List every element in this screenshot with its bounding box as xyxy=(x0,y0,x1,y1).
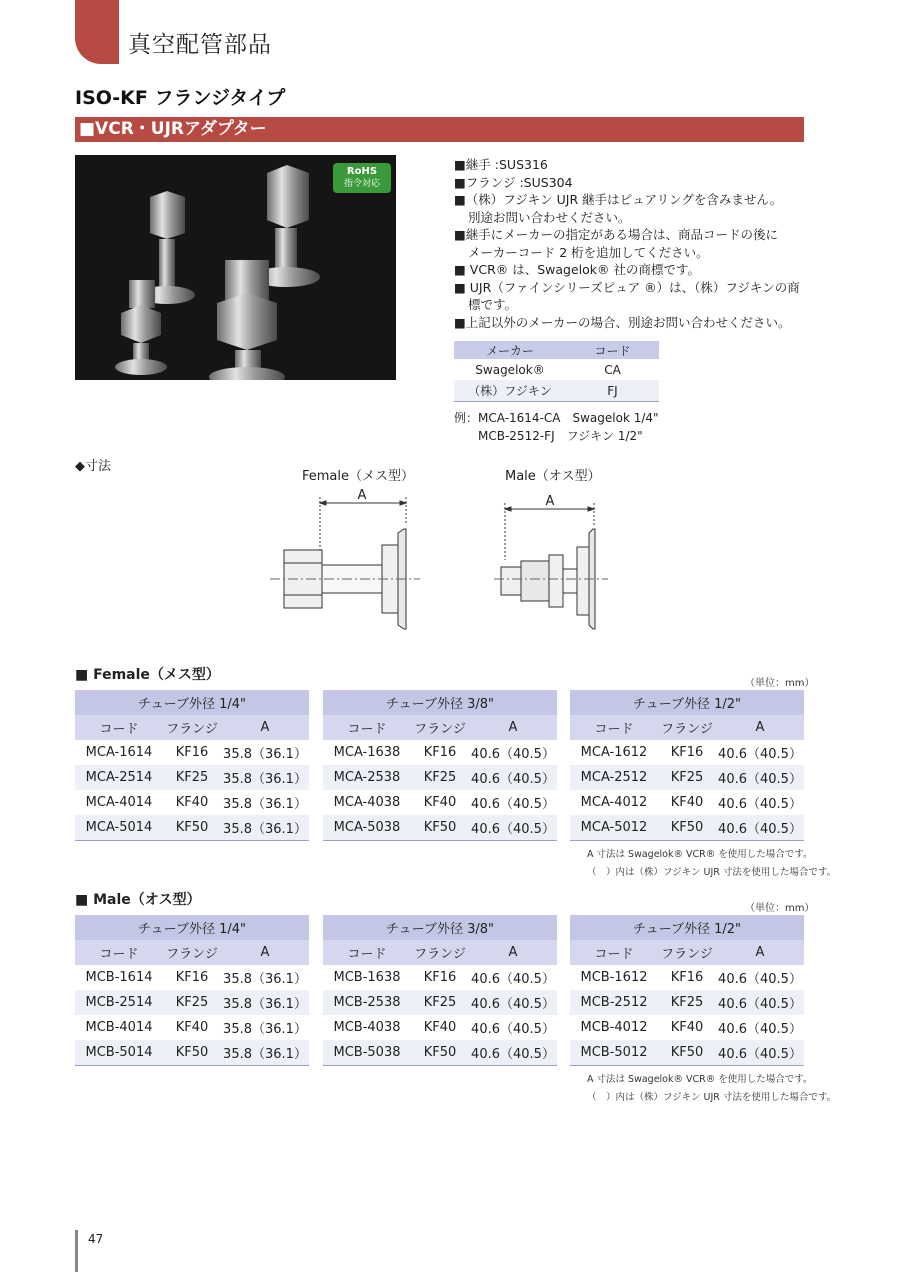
flange-cell: KF16 xyxy=(423,970,457,985)
a-cell: 35.8（36.1） xyxy=(221,765,309,790)
flange-cell: KF25 xyxy=(411,765,469,790)
dimensions-label: ◆寸法 xyxy=(75,459,111,474)
flange-cell: KF40 xyxy=(670,1020,704,1035)
a-cell: 40.6（40.5） xyxy=(718,747,802,762)
a-cell: 40.6（40.5） xyxy=(469,1040,557,1066)
female-drawing xyxy=(270,497,420,629)
flange-cell: KF16 xyxy=(423,745,457,760)
flange-cell: KF40 xyxy=(175,795,209,810)
col-a: A xyxy=(221,940,309,965)
code-cell: MCB-5012 xyxy=(570,1040,658,1066)
tube-size-header: チューブ外径 1/4" xyxy=(75,915,309,940)
a-cell: 40.6（40.5） xyxy=(471,797,555,812)
male-dim-letter: A xyxy=(545,494,555,509)
code-cell: MCB-4038 xyxy=(333,1020,401,1035)
a-cell: 40.6（40.5） xyxy=(471,972,555,987)
col-flange: フランジ xyxy=(411,940,469,965)
a-cell: 40.6（40.5） xyxy=(718,972,802,987)
flange-cell: KF50 xyxy=(163,1040,221,1066)
col-a: A xyxy=(469,940,557,965)
code-cell: MCB-2538 xyxy=(323,990,411,1015)
example-line: MCB-2512-FJ フジキン 1/2" xyxy=(478,429,643,443)
flange-cell: KF40 xyxy=(423,1020,457,1035)
female-section-title: ■ Female（メス型） xyxy=(75,667,220,683)
col-code: コード xyxy=(323,940,411,965)
female-footnote: A 寸法は Swagelok® VCR® を使用した場合です。 xyxy=(587,849,813,860)
page-subtitle: ISO-KF フランジタイプ xyxy=(75,87,286,109)
section-title-bar: ■VCR・UJRアダプター xyxy=(75,117,804,142)
flange-cell: KF16 xyxy=(175,745,209,760)
flange-cell: KF25 xyxy=(411,990,469,1015)
a-cell: 40.6（40.5） xyxy=(471,747,555,762)
a-cell: 35.8（36.1） xyxy=(223,797,307,812)
female-table-1-4 xyxy=(75,690,309,841)
tube-size-header: チューブ外径 1/2" xyxy=(570,915,804,940)
col-code: コード xyxy=(570,715,658,740)
col-a: A xyxy=(221,715,309,740)
code-cell: MCA-2514 xyxy=(75,765,163,790)
col-code: コード xyxy=(75,940,163,965)
flange-cell: KF25 xyxy=(658,990,716,1015)
male-drawing xyxy=(494,503,608,629)
a-cell: 35.8（36.1） xyxy=(223,1022,307,1037)
code-cell: MCB-1614 xyxy=(85,970,153,985)
flange-cell: KF50 xyxy=(658,1040,716,1066)
note-line: ■ UJR（ファインシリーズピュア ®）は、（株）フジキンの商 xyxy=(454,279,800,295)
code-cell: FJ xyxy=(566,380,659,402)
a-cell: 40.6（40.5） xyxy=(718,797,802,812)
note-line: ■フランジ :SUS304 xyxy=(454,174,573,190)
category-tab xyxy=(75,0,119,64)
code-cell: MCB-2514 xyxy=(75,990,163,1015)
code-cell: MCA-1612 xyxy=(580,745,648,760)
a-cell: 40.6（40.5） xyxy=(718,1022,802,1037)
code-cell: MCB-1612 xyxy=(580,970,648,985)
col-code: コード xyxy=(323,715,411,740)
flange-cell: KF50 xyxy=(163,815,221,841)
code-cell: MCA-4014 xyxy=(85,795,153,810)
category-title: 真空配管部品 xyxy=(128,32,272,58)
order-examples xyxy=(454,409,659,445)
code-cell: MCA-1614 xyxy=(85,745,153,760)
col-code: コード xyxy=(75,715,163,740)
page-number: 47 xyxy=(88,1232,104,1246)
maker-header: メーカー xyxy=(454,341,566,359)
code-cell: MCA-4038 xyxy=(333,795,401,810)
flange-cell: KF16 xyxy=(175,970,209,985)
col-flange: フランジ xyxy=(163,940,221,965)
code-cell: MCB-1638 xyxy=(333,970,401,985)
female-table-1-2 xyxy=(570,690,804,841)
male-footnote: A 寸法は Swagelok® VCR® を使用した場合です。 xyxy=(587,1074,813,1085)
code-cell: MCA-5038 xyxy=(323,815,411,841)
page-number-rule xyxy=(75,1230,78,1272)
a-cell: 40.6（40.5） xyxy=(471,1022,555,1037)
male-table-3-8 xyxy=(323,915,557,1066)
col-flange: フランジ xyxy=(658,715,716,740)
code-cell: MCB-2512 xyxy=(570,990,658,1015)
code-cell: MCA-2512 xyxy=(570,765,658,790)
tube-size-header: チューブ外径 1/2" xyxy=(570,690,804,715)
code-cell: MCB-5014 xyxy=(75,1040,163,1066)
note-line: ■継手にメーカーの指定がある場合は、商品コードの後に xyxy=(454,227,779,242)
col-a: A xyxy=(469,715,557,740)
tube-size-header: チューブ外径 1/4" xyxy=(75,690,309,715)
male-unit: （単位：mm） xyxy=(745,903,815,914)
example-line: MCA-1614-CA Swagelok 1/4" xyxy=(478,411,659,425)
example-prefix: 例： xyxy=(454,411,479,425)
female-dim-letter: A xyxy=(357,488,367,503)
maker-cell: Swagelok® xyxy=(475,362,545,377)
a-cell: 40.6（40.5） xyxy=(469,765,557,790)
male-drawing-label: Male（オス型） xyxy=(505,469,601,484)
col-flange: フランジ xyxy=(658,940,716,965)
tube-size-header: チューブ外径 3/8" xyxy=(323,915,557,940)
product-photo xyxy=(75,155,396,380)
note-line: 標です。 xyxy=(468,297,518,312)
maker-code-table xyxy=(454,341,659,402)
note-line: ■上記以外のメーカーの場合、別途お問い合わせください。 xyxy=(454,314,791,330)
col-code: コード xyxy=(570,940,658,965)
a-cell: 40.6（40.5） xyxy=(716,765,804,790)
flange-cell: KF50 xyxy=(658,815,716,841)
male-footnote: （ ）内は（株）フジキン UJR 寸法を使用した場合です。 xyxy=(587,1092,837,1103)
a-cell: 40.6（40.5） xyxy=(469,815,557,841)
code-cell: MCA-1638 xyxy=(333,745,401,760)
flange-cell: KF16 xyxy=(670,970,704,985)
male-section-title: ■ Male（オス型） xyxy=(75,892,201,908)
code-cell: MCA-5012 xyxy=(570,815,658,841)
a-cell: 40.6（40.5） xyxy=(716,815,804,841)
rohs-badge-bottom: 指令対応 xyxy=(343,179,380,189)
a-cell: 40.6（40.5） xyxy=(716,990,804,1015)
col-flange: フランジ xyxy=(163,715,221,740)
female-table-3-8 xyxy=(323,690,557,841)
code-cell: MCA-4012 xyxy=(580,795,648,810)
flange-cell: KF40 xyxy=(670,795,704,810)
a-cell: 35.8（36.1） xyxy=(221,815,309,841)
code-cell: MCA-5014 xyxy=(75,815,163,841)
code-cell: MCB-5038 xyxy=(323,1040,411,1066)
flange-cell: KF25 xyxy=(163,990,221,1015)
code-cell: CA xyxy=(604,362,621,377)
male-table-1-4 xyxy=(75,915,309,1066)
rohs-badge-top: RoHS xyxy=(346,166,378,177)
a-cell: 35.8（36.1） xyxy=(223,972,307,987)
a-cell: 35.8（36.1） xyxy=(221,1040,309,1066)
code-header: コード xyxy=(566,341,659,359)
col-a: A xyxy=(716,715,804,740)
maker-cell: （株）フジキン xyxy=(454,380,566,402)
flange-cell: KF40 xyxy=(423,795,457,810)
note-line: ■ VCR® は、Swagelok® 社の商標です。 xyxy=(454,262,700,277)
female-drawing-label: Female（メス型） xyxy=(302,469,415,484)
male-table-1-2 xyxy=(570,915,804,1066)
spec-notes xyxy=(454,156,814,331)
note-line: メーカーコード 2 桁を追加してください。 xyxy=(468,244,709,260)
note-line: 別途お問い合わせください。 xyxy=(468,209,631,225)
col-a: A xyxy=(716,940,804,965)
flange-cell: KF50 xyxy=(411,1040,469,1066)
a-cell: 40.6（40.5） xyxy=(469,990,557,1015)
code-cell: MCB-4014 xyxy=(85,1020,153,1035)
dimension-drawings xyxy=(270,485,630,635)
a-cell: 35.8（36.1） xyxy=(223,747,307,762)
note-line: ■（株）フジキン UJR 継手はピュアリングを含みません。 xyxy=(454,192,783,207)
code-cell: MCA-2538 xyxy=(323,765,411,790)
tube-size-header: チューブ外径 3/8" xyxy=(323,690,557,715)
a-cell: 35.8（36.1） xyxy=(221,990,309,1015)
female-unit: （単位：mm） xyxy=(745,678,815,689)
note-line: ■継手 :SUS316 xyxy=(454,157,548,172)
col-flange: フランジ xyxy=(411,715,469,740)
a-cell: 40.6（40.5） xyxy=(716,1040,804,1066)
flange-cell: KF25 xyxy=(658,765,716,790)
flange-cell: KF40 xyxy=(175,1020,209,1035)
female-footnote: （ ）内は（株）フジキン UJR 寸法を使用した場合です。 xyxy=(587,867,837,878)
code-cell: MCB-4012 xyxy=(580,1020,648,1035)
flange-cell: KF16 xyxy=(670,745,704,760)
flange-cell: KF50 xyxy=(411,815,469,841)
rohs-badge xyxy=(333,163,391,193)
flange-cell: KF25 xyxy=(163,765,221,790)
